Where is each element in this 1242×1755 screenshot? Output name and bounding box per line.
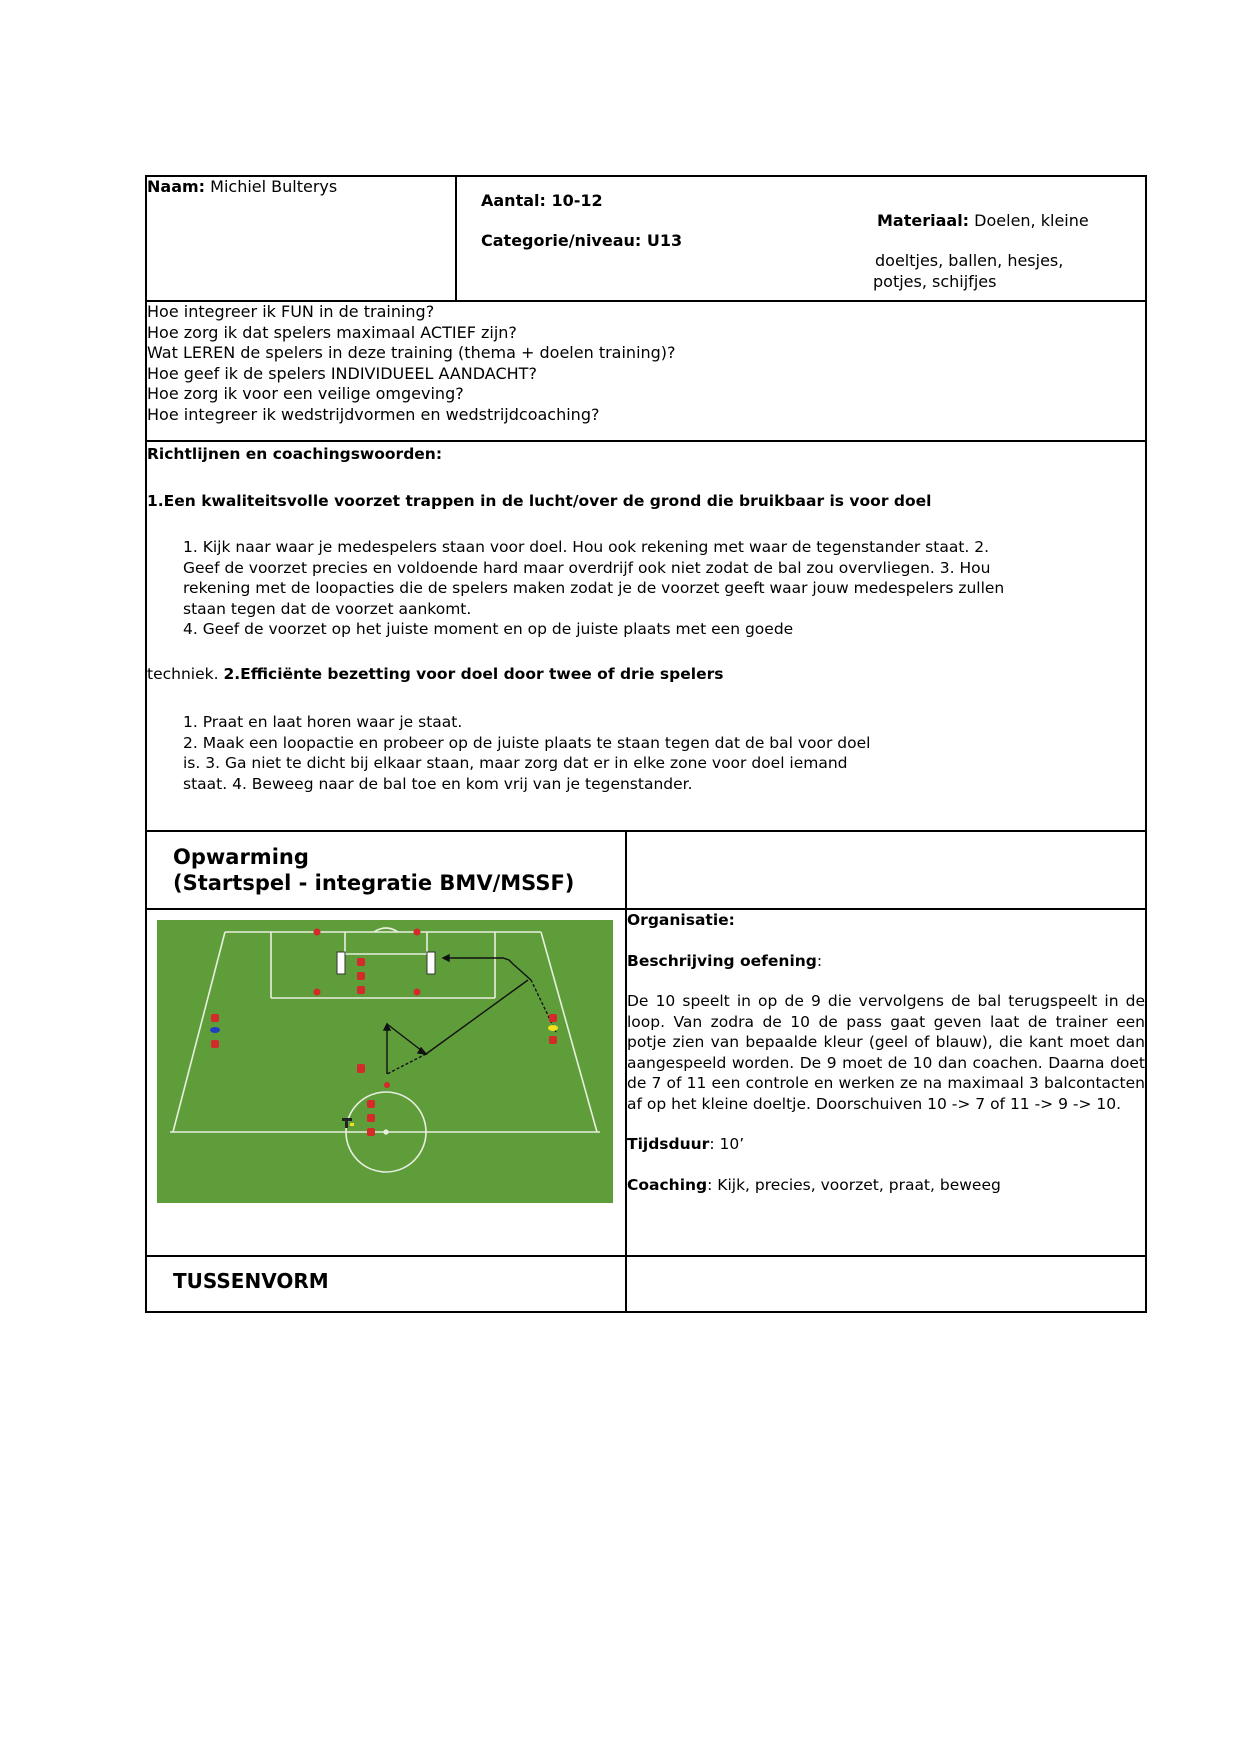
warmup-title: Opwarming xyxy=(173,845,309,869)
small-goal-left xyxy=(337,952,345,974)
exercise-description: De 10 speelt in op de 9 die vervolgens de bal terugspeelt in de loop. Van zodra de 10 de pass gaat geven laat de trainer een potje zien van bepaalde kleur (geel of blauw), die kant moet dan aangespeeld worden. De 9 moet de 10 dan coachen. Daarna doet de 7 of 11 een controle en werken ze na maximaal 3 balcontacten af op het kleine doeltje. Doorschuiven 10 -> 7 of 11 -> 9 -> 10. xyxy=(627,992,1145,1113)
guidelines-cell xyxy=(146,441,1146,831)
point2-line: staat. 4. Beweeg naar de bal toe en kom vrij van je tegenstander. xyxy=(183,774,693,793)
point2-title: 2.Efficiënte bezetting voor doel door twee of drie spelers xyxy=(223,664,724,683)
point2-line: is. 3. Ga niet te dicht bij elkaar staan, maar zorg dat er in elke zone voor doel iemand xyxy=(183,754,848,772)
pitch-background xyxy=(157,920,613,1203)
small-goal-right xyxy=(427,952,435,974)
player-marker xyxy=(549,1014,557,1022)
point1-line: rekening met de loopacties die de spelers maken zodat je de voorzet geeft waar jouw medespelers zullen xyxy=(183,579,1005,597)
football-pitch-diagram xyxy=(157,920,613,1203)
player-marker xyxy=(367,1100,375,1108)
duration-value: : 10’ xyxy=(709,1135,745,1153)
materiaal-label: Materiaal: xyxy=(877,211,970,230)
player-marker xyxy=(357,958,365,966)
point2-line: 2. Maak een loopactie en probeer op de juiste plaats te staan tegen dat de bal voor doel xyxy=(183,733,871,752)
training-table xyxy=(145,175,1147,1313)
question-leren: Wat LEREN de spelers in deze training (thema + doelen training)? xyxy=(147,343,676,362)
player-marker xyxy=(357,1064,365,1073)
point1-title: 1.Een kwaliteitsvolle voorzet trappen in de lucht/over de grond die bruikbaar is voor doel xyxy=(147,491,932,510)
guidelines-title: Richtlijnen en coachingswoorden: xyxy=(147,445,443,463)
organisation-cell xyxy=(626,909,1146,1256)
warmup-subtitle: (Startspel - integratie BMV/MSSF) xyxy=(173,871,575,895)
naam-value: Michiel Bulterys xyxy=(210,177,338,196)
question-actief: Hoe zorg ik dat spelers maximaal ACTIEF zijn? xyxy=(147,322,517,342)
blue-pot xyxy=(210,1027,220,1033)
materiaal-value-1: Doelen, kleine xyxy=(974,211,1089,230)
training-sheet xyxy=(145,175,1145,1313)
warmup-title-cell xyxy=(146,831,626,909)
cone xyxy=(314,929,321,936)
tussenvorm-cell xyxy=(146,1256,626,1312)
materiaal-value-2: doeltjes, ballen, hesjes, xyxy=(875,251,1064,270)
questions-cell xyxy=(146,301,1146,441)
naam-label: Naam: xyxy=(147,177,206,196)
point1-line: 4. Geef de voorzet op het juiste moment en op de juiste plaats met een goede xyxy=(183,620,794,638)
player-marker xyxy=(357,972,365,980)
warmup-empty-cell xyxy=(626,831,1146,909)
player-marker xyxy=(367,1114,375,1122)
question-veilig: Hoe zorg ik voor een veilige omgeving? xyxy=(147,384,464,403)
player-marker xyxy=(367,1128,375,1136)
center-spot xyxy=(384,1130,388,1134)
org-label: Organisatie: xyxy=(627,911,735,929)
aantal-materiaal-cell xyxy=(456,176,1146,301)
player-marker xyxy=(211,1040,219,1048)
yellow-pot xyxy=(548,1025,558,1031)
coaching-value: : Kijk, precies, voorzet, praat, beweeg xyxy=(707,1175,1001,1194)
point1-line: 1. Kijk naar waar je medespelers staan voor doel. Hou ook rekening met waar de tegenstander staat. 2. xyxy=(183,538,990,556)
cone xyxy=(414,929,421,936)
desc-colon: : xyxy=(816,951,823,970)
cone xyxy=(314,989,321,996)
categorie-label: Categorie/niveau: U13 xyxy=(481,231,683,250)
desc-label: Beschrijving oefening xyxy=(627,951,817,970)
point2-prefix: techniek. xyxy=(147,664,224,683)
question-wedstrijd: Hoe integreer ik wedstrijdvormen en wedstrijdcoaching? xyxy=(147,404,600,424)
duration-label: Tijdsduur xyxy=(627,1135,710,1153)
point1-line: staan tegen dat de voorzet aankomt. xyxy=(183,599,472,618)
question-aandacht: Hoe geef ik de spelers INDIVIDUEEL AANDACHT? xyxy=(147,363,537,383)
player-marker xyxy=(357,986,365,994)
player-marker xyxy=(549,1036,557,1044)
cone xyxy=(384,1082,390,1088)
cone xyxy=(414,989,421,996)
tussenvorm-empty-cell xyxy=(626,1256,1146,1312)
materiaal-value-3: potjes, schijfjes xyxy=(873,272,997,291)
point1-line: Geef de voorzet precies en voldoende hard maar overdrijf ook niet zodat de bal zou overvliegen. 3. Hou xyxy=(183,558,991,577)
pitch-cell xyxy=(146,909,626,1256)
question-fun: Hoe integreer ik FUN in de training? xyxy=(147,302,435,321)
tussenvorm-title: TUSSENVORM xyxy=(173,1269,329,1293)
player-marker xyxy=(211,1014,219,1022)
aantal-label: Aantal: 10-12 xyxy=(481,191,603,210)
coaching-label: Coaching xyxy=(627,1175,708,1194)
point2-line: 1. Praat en laat horen waar je staat. xyxy=(183,713,463,731)
naam-cell xyxy=(146,176,456,301)
